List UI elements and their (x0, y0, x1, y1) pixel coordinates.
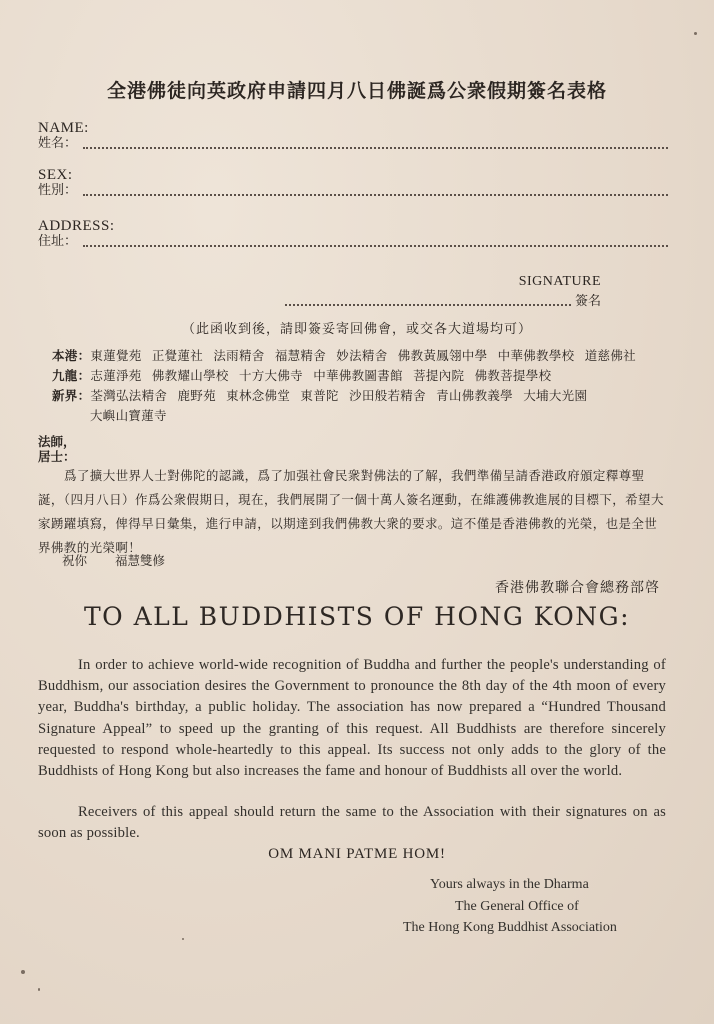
paper-speck (694, 32, 697, 35)
closing-line-1: Yours always in the Dharma (430, 877, 589, 892)
branch-list: 東蓮覺苑 正覺蓮社 法雨精舍 福慧精舍 妙法精舍 佛教黃鳳翎中學 中華佛教學校 道慈佛社 (90, 348, 636, 363)
address-label-zh: 住址： (38, 234, 78, 249)
english-paragraph-1: In order to achieve world-wide recognition of Buddha and further the people's understanding of Buddhism, our association desires the Government to pronounce the 8th day of the 4th moon of every year, Buddha's birthday, a public holiday. The association has now prepared a “Hundred Thousand Signature Appeal” to speed up the granting of this request. All Buddhists are therefore sincerely requested to respond whole-heartedly to this appeal. Its success not only adds to the glory of the Buddhists of Hong Kong but also increases the fame and honour of Buddhists all over the world. (38, 657, 666, 780)
mantra: OM MANI PATME HOM! (268, 846, 446, 862)
english-title: TO ALL BUDDHISTS OF HONG KONG: (83, 602, 631, 631)
chinese-title: 全港佛徒向英政府申請四月八日佛誕爲公衆假期簽名表格 (106, 80, 607, 102)
address-label-en: ADDRESS: (38, 218, 115, 234)
branch-label: 九龍： (52, 368, 91, 383)
sender-zh: 香港佛教聯合會總務部啓 (495, 580, 660, 596)
name-field (38, 120, 668, 152)
paper-speck (182, 938, 184, 940)
paper-speck (38, 988, 40, 991)
salutation-line-1: 法師， (38, 434, 76, 449)
signature-blank-line (285, 304, 571, 306)
appeal-paragraph-zh: 爲了擴大世界人士對佛陀的認識，爲了加强社會民衆對佛法的了解，我們準備呈請香港政府頒定釋尊聖誕，（四月八日）作爲公衆假期日，現在，我們展開了一個十萬人簽名運動，在維護佛教進展的目標下，希望大家踴躍填寫，俾得早日彙集，進行申請，以期達到我們佛教大衆的要求。這不僅是香港佛教的光榮，也是全世界佛教的光榮啊！ (38, 468, 664, 555)
sex-field (38, 167, 668, 199)
return-notice: （此函收到後，請即簽妥寄回佛會，或交各大道場均可） (181, 322, 532, 337)
branch-line-nt (52, 386, 587, 404)
english-paragraph-2: Receivers of this appeal should return the same to the Association with their signatures on as soon as possible. (38, 804, 666, 842)
branch-line-hk (52, 346, 636, 364)
sex-label-zh: 性別： (38, 183, 78, 198)
branch-line-lantau (90, 406, 167, 424)
wish-line (62, 551, 165, 569)
signature-field (285, 274, 601, 309)
address-field (38, 218, 668, 250)
signature-label-en: SIGNATURE (518, 274, 601, 289)
sex-blank-line (83, 194, 668, 196)
wish-blessing: 福慧雙修 (115, 553, 166, 568)
sex-label-en: SEX: (38, 167, 73, 183)
branch-list: 志蓮淨苑 佛教耀山學校 十方大佛寺 中華佛教圖書館 菩提內院 佛教菩提學校 (90, 368, 552, 383)
branch-list: 荃灣弘法精舍 鹿野苑 東林念佛堂 東普陀 沙田般若精舍 青山佛教義學 大埔大光園 (90, 388, 588, 403)
branch-label: 本港： (52, 348, 91, 363)
name-label-zh: 姓名： (38, 136, 78, 151)
name-label-en: NAME: (38, 120, 89, 136)
wish-word: 祝你 (62, 553, 88, 568)
salutation (38, 434, 76, 464)
paper-speck (21, 970, 25, 974)
closing-line-2: The General Office of (455, 899, 579, 914)
branch-line-kowloon (52, 366, 551, 384)
signature-label-zh: 簽名 (574, 294, 601, 309)
branch-label: 新界： (52, 388, 91, 403)
name-blank-line (83, 147, 668, 149)
branch-list: 大嶼山寶蓮寺 (90, 408, 167, 423)
closing-line-3: The Hong Kong Buddhist Association (403, 920, 617, 935)
address-blank-line (83, 245, 668, 247)
salutation-line-2: 居士： (38, 449, 76, 464)
